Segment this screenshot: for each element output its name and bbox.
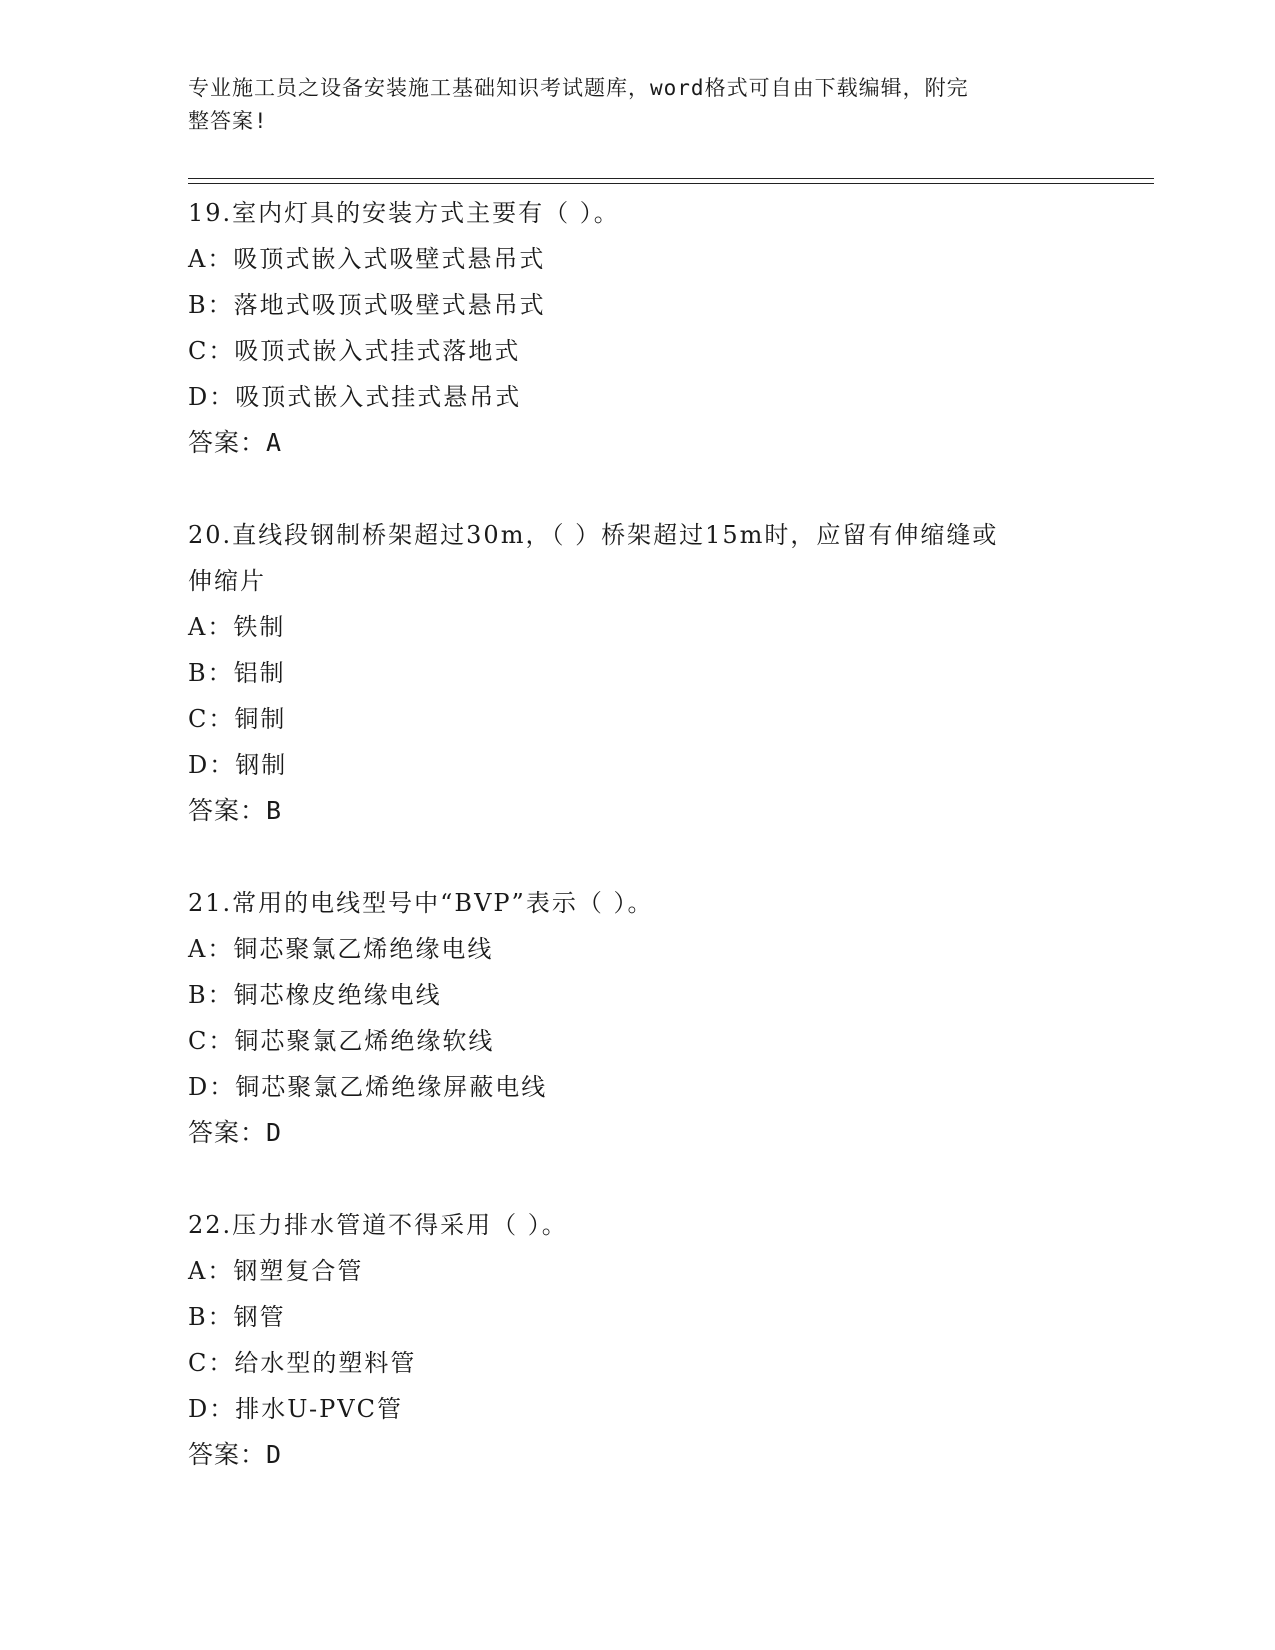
option-c: C：吸顶式嵌入式挂式落地式 xyxy=(188,337,521,365)
option-d: D：排水U-PVC管 xyxy=(188,1395,403,1423)
option-d: D：钢制 xyxy=(188,751,288,779)
question-21 xyxy=(188,880,1128,1156)
option-b: B：落地式吸顶式吸壁式悬吊式 xyxy=(188,291,546,319)
header-divider-bottom xyxy=(188,183,1154,184)
question-stem: 19.室内灯具的安装方式主要有（ ）。 xyxy=(188,199,620,227)
question-stem: 20.直线段钢制桥架超过30m，（ ）桥架超过15m时，应留有伸缩缝或 xyxy=(188,521,999,549)
option-c: C：给水型的塑料管 xyxy=(188,1349,417,1377)
option-a: A：吸顶式嵌入式吸壁式悬吊式 xyxy=(188,245,546,273)
option-a: A：铁制 xyxy=(188,613,286,641)
question-stem: 21.常用的电线型号中“BVP”表示（ ）。 xyxy=(188,889,654,917)
question-list xyxy=(188,190,1128,1524)
question-22 xyxy=(188,1202,1128,1478)
header-line-2: 整答案! xyxy=(188,109,268,133)
option-b: B：铝制 xyxy=(188,659,286,687)
question-19 xyxy=(188,190,1128,466)
option-d: D：吸顶式嵌入式挂式悬吊式 xyxy=(188,383,522,411)
document-header xyxy=(188,72,1068,138)
header-divider-top xyxy=(188,178,1154,179)
option-d: D：铜芯聚氯乙烯绝缘屏蔽电线 xyxy=(188,1073,548,1101)
answer: 答案：A xyxy=(188,428,283,457)
option-c: C：铜制 xyxy=(188,705,287,733)
option-c: C：铜芯聚氯乙烯绝缘软线 xyxy=(188,1027,495,1055)
question-stem: 22.压力排水管道不得采用（ ）。 xyxy=(188,1211,568,1239)
header-line-1: 专业施工员之设备安装施工基础知识考试题库，word格式可自由下载编辑，附完 xyxy=(188,76,969,100)
answer: 答案：D xyxy=(188,1118,283,1147)
answer: 答案：B xyxy=(188,796,283,825)
question-20 xyxy=(188,512,1128,834)
option-a: A：铜芯聚氯乙烯绝缘电线 xyxy=(188,935,494,963)
option-a: A：钢塑复合管 xyxy=(188,1257,364,1285)
option-b: B：钢管 xyxy=(188,1303,286,1331)
question-stem-continued: 伸缩片 xyxy=(188,567,266,595)
answer: 答案：D xyxy=(188,1440,283,1469)
option-b: B：铜芯橡皮绝缘电线 xyxy=(188,981,442,1009)
